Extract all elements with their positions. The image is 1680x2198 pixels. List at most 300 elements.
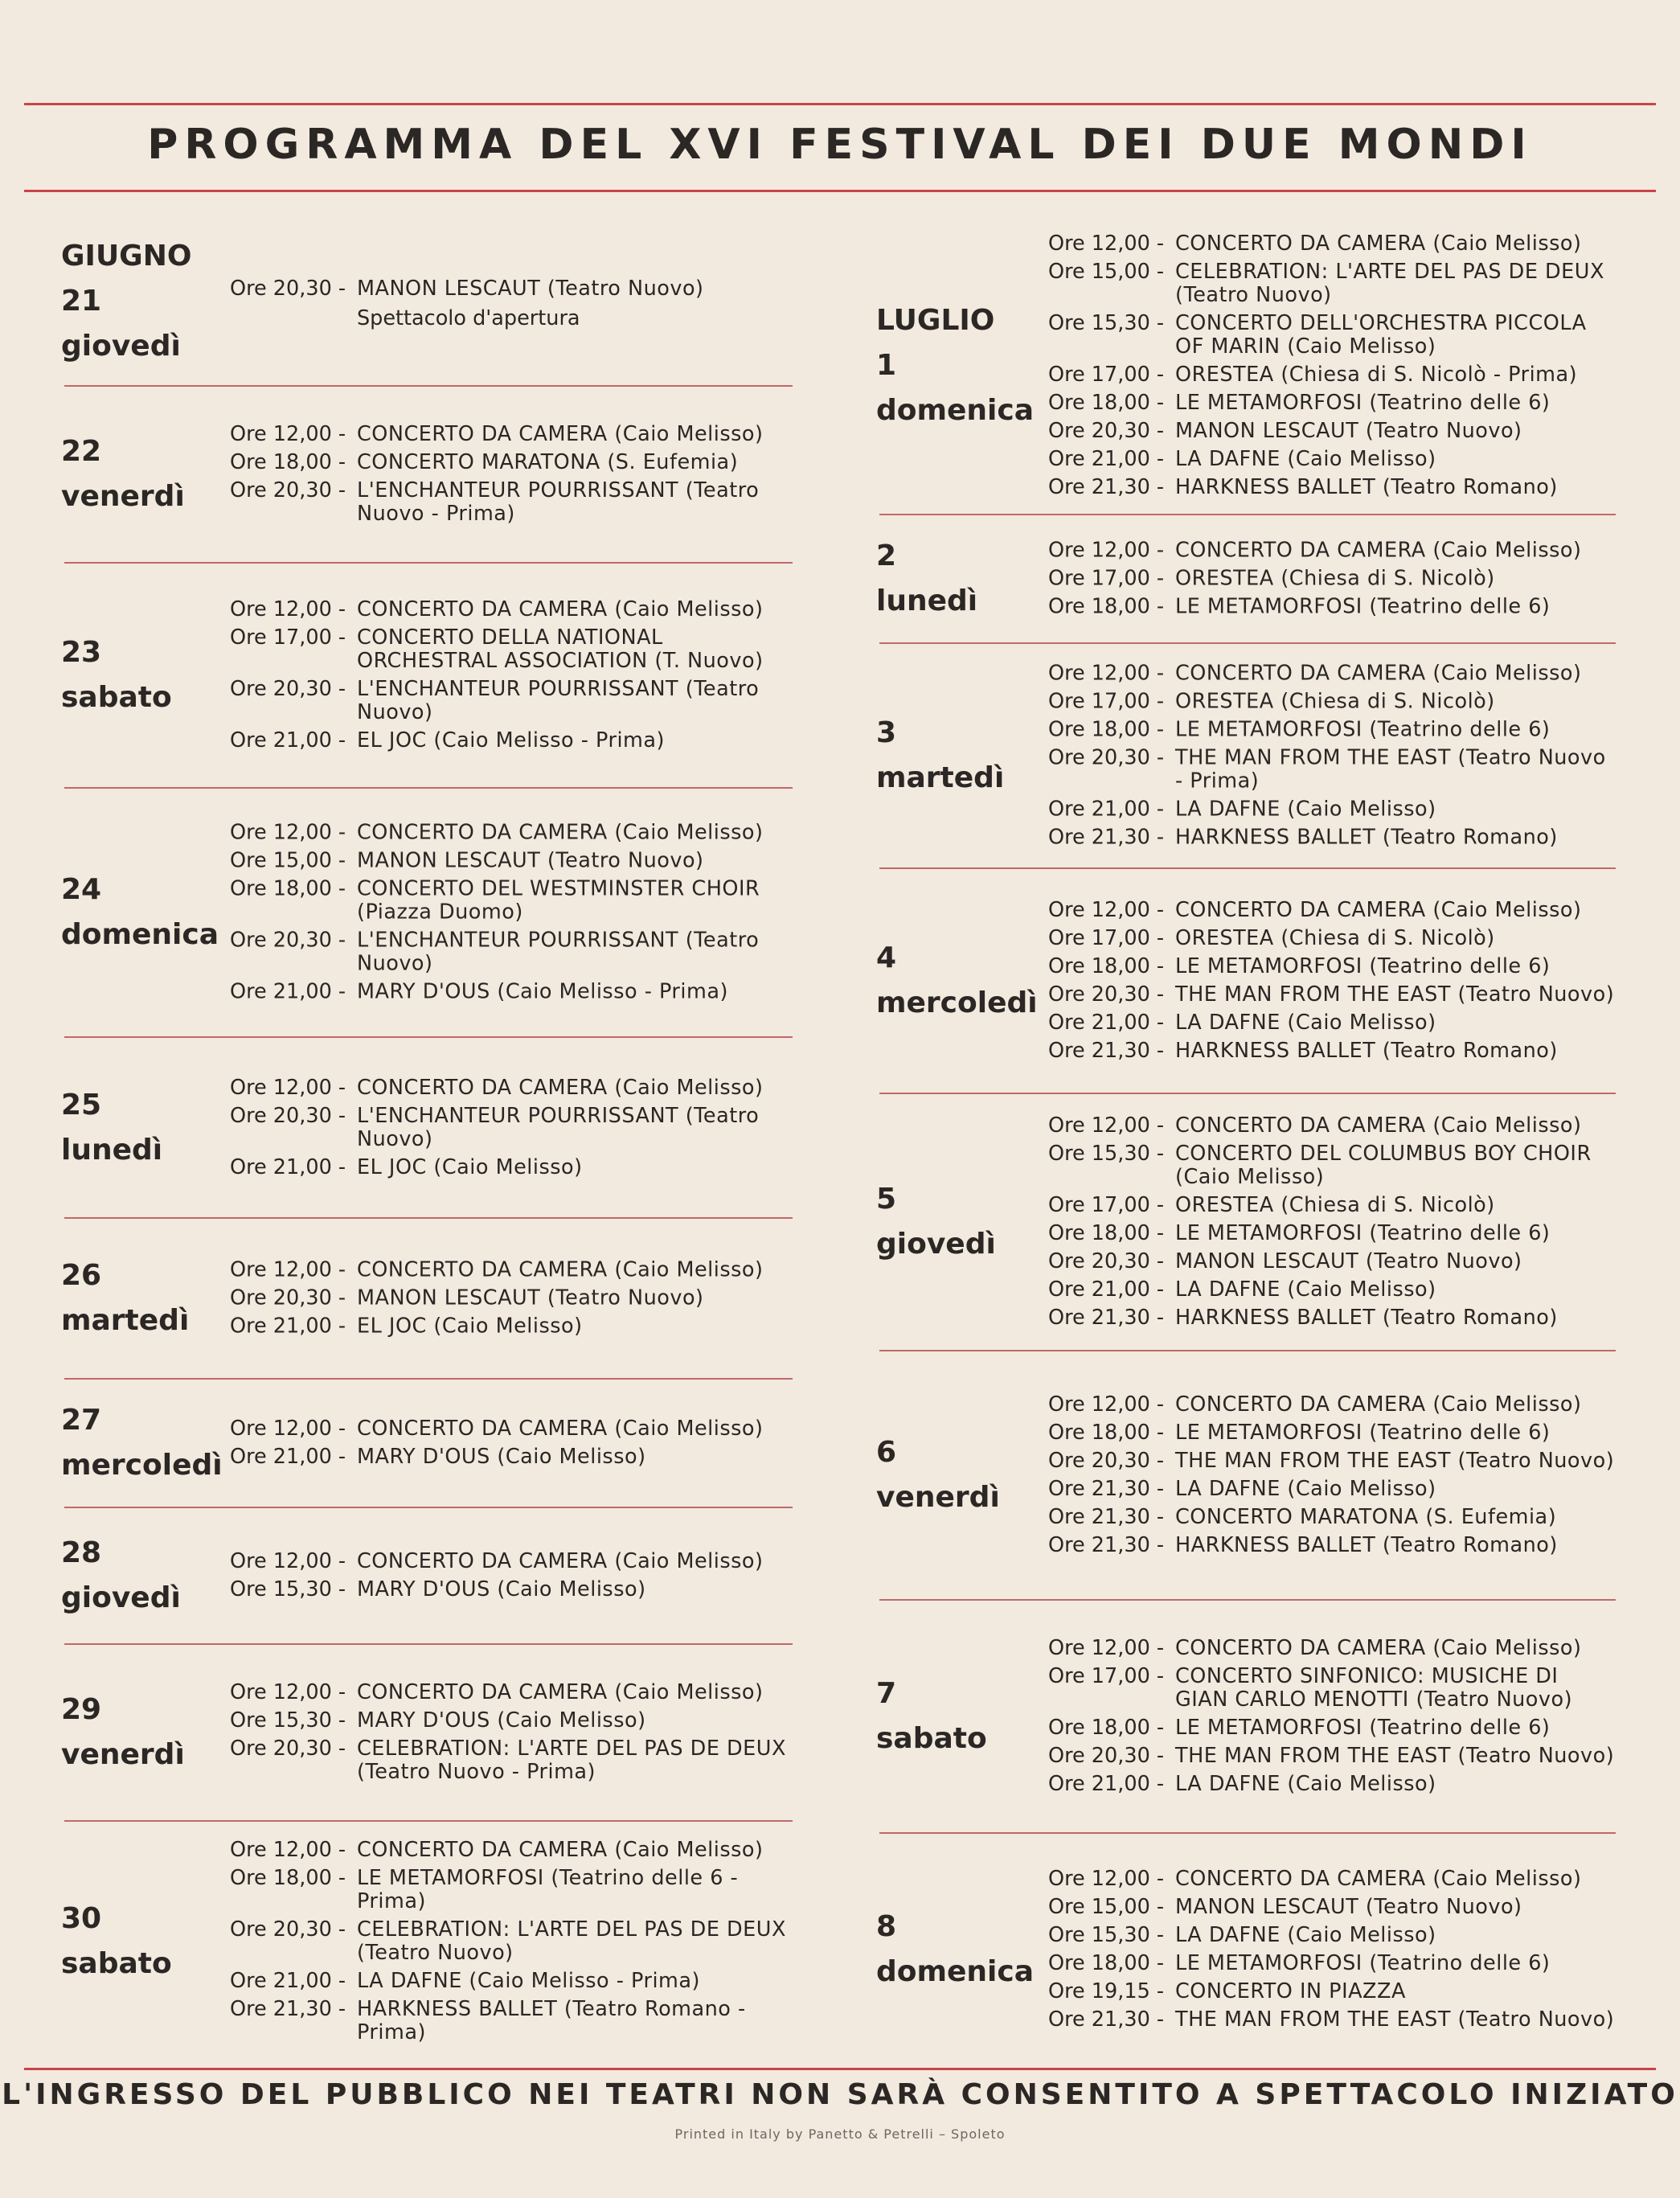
day-label (876, 936, 1038, 1026)
header-bottom-rule (24, 190, 1656, 192)
day-label (61, 1398, 223, 1488)
event-list (230, 273, 793, 330)
day-label (876, 1905, 1034, 1995)
event-time: Ore 21,00 - (230, 1969, 346, 1993)
event-time: Ore 21,00 - (1048, 1011, 1165, 1035)
event-time: Ore 12,00 - (230, 1417, 346, 1441)
event-title: CONCERTO DA CAMERA (Caio Melisso) (1175, 1392, 1582, 1417)
event-title: CONCERTO DA CAMERA (Caio Melisso) (357, 1838, 764, 1862)
event-time: Ore 21,30 - (1048, 1505, 1165, 1529)
event-time: Ore 21,00 - (1048, 447, 1165, 471)
event-row (1048, 1896, 1616, 1919)
event-row (230, 1315, 793, 1339)
event-time: Ore 21,30 - (1048, 1477, 1165, 1501)
event-title: CONCERTO DA CAMERA (Caio Melisso) (1175, 232, 1582, 256)
day-block (876, 1351, 1616, 1600)
event-row (1048, 448, 1616, 471)
event-row (1048, 1393, 1616, 1417)
event-list (230, 1072, 793, 1184)
event-title: MANON LESCAUT (Teatro Nuovo) (357, 1286, 704, 1310)
event-row (1048, 1478, 1616, 1501)
event-title: ORESTEA (Chiesa di S. Nicolò) (1175, 926, 1495, 950)
event-row (230, 1737, 793, 1784)
event-list (1048, 535, 1616, 624)
event-time: Ore 21,30 - (1048, 1039, 1165, 1063)
event-list (1048, 1863, 1616, 2036)
event-title: HARKNESS BALLET (Teatro Romano) (1175, 1306, 1558, 1330)
day-number: 25 (61, 1088, 102, 1122)
event-row (230, 1918, 793, 1965)
event-title: ORESTEA (Chiesa di S. Nicolò) (1175, 689, 1495, 714)
event-row (230, 1867, 793, 1913)
event-row (1048, 719, 1616, 742)
event-row (1048, 1773, 1616, 1796)
event-row (230, 729, 793, 752)
event-title: LE METAMORFOSI (Teatrino delle 6) (1175, 717, 1551, 742)
event-title: EL JOC (Caio Melisso) (357, 1154, 583, 1179)
day-number: 6 (876, 1436, 897, 1469)
event-time: Ore 12,00 - (1048, 898, 1165, 922)
event-time: Ore 21,30 - (1048, 825, 1165, 850)
event-list (1048, 894, 1616, 1068)
event-list (230, 817, 793, 1009)
event-row (230, 1970, 793, 1993)
day-block (876, 217, 1616, 515)
event-title: THE MAN FROM THE EAST (Teatro Nuovo) (1175, 2007, 1615, 2032)
event-title: CONCERTO DA CAMERA (Caio Melisso) (1175, 661, 1582, 686)
event-time: Ore 12,00 - (230, 1549, 346, 1573)
event-title: MANON LESCAUT (Teatro Nuovo) (357, 277, 704, 301)
event-row (1048, 955, 1616, 978)
day-block (61, 1379, 793, 1507)
event-title: CONCERTO DA CAMERA (Caio Melisso) (357, 820, 764, 845)
event-title: MARY D'OUS (Caio Melisso) (357, 1708, 646, 1733)
event-row (1048, 1534, 1616, 1557)
day-label (876, 298, 1034, 433)
weekday-name: domenica (61, 918, 219, 951)
weekday-name: domenica (876, 394, 1035, 427)
weekday-name: mercoledì (876, 986, 1038, 1019)
event-time: Ore 21,00 - (1048, 1277, 1165, 1302)
event-time: Ore 18,00 - (230, 450, 346, 474)
event-row (1048, 1506, 1616, 1529)
event-list (230, 418, 793, 531)
event-time: Ore 18,00 - (1048, 717, 1165, 742)
event-title: CONCERTO DELLA NATIONAL ORCHESTRAL ASSOCIATION (T. Nuovo) (357, 625, 764, 673)
event-time: Ore 12,00 - (230, 422, 346, 446)
event-time: Ore 21,30 - (230, 1997, 346, 2021)
event-time: Ore 17,00 - (230, 625, 346, 650)
event-time: Ore 18,00 - (230, 1866, 346, 1890)
event-time: Ore 20,30 - (1048, 419, 1165, 443)
event-row (230, 1156, 793, 1179)
event-time: Ore 20,30 - (230, 1103, 346, 1128)
day-block (876, 643, 1616, 868)
event-time: Ore 18,00 - (1048, 954, 1165, 978)
event-row (1048, 691, 1616, 714)
day-label (61, 1897, 172, 1987)
printer-credit: Printed in Italy by Panetto & Petrelli – Spoleto (674, 2126, 1006, 2142)
event-time: Ore 20,30 - (1048, 745, 1165, 770)
event-time: Ore 20,30 - (1048, 982, 1165, 1007)
weekday-name: venerdì (61, 1738, 185, 1771)
event-time: Ore 21,00 - (1048, 1772, 1165, 1796)
day-number: 23 (61, 636, 102, 669)
event-time: Ore 17,00 - (1048, 1664, 1165, 1688)
event-time: Ore 20,30 - (1048, 1449, 1165, 1473)
event-time: Ore 12,00 - (1048, 232, 1165, 256)
event-row (1048, 1011, 1616, 1035)
event-list (230, 1676, 793, 1789)
event-time: Ore 18,00 - (1048, 1716, 1165, 1740)
event-title: LA DAFNE (Caio Melisso) (1175, 1011, 1436, 1035)
event-title: CONCERTO DELL'ORCHESTRA PICCOLA OF MARIN (Caio Melisso) (1175, 311, 1587, 359)
event-row (230, 1105, 793, 1151)
weekday-name: venerdì (876, 1481, 1000, 1514)
day-number: 4 (876, 941, 897, 974)
event-row (1048, 596, 1616, 619)
event-time: Ore 12,00 - (1048, 1392, 1165, 1417)
event-time: Ore 17,00 - (1048, 1193, 1165, 1217)
event-row (1048, 2008, 1616, 2032)
event-title: CONCERTO MARATONA (S. Eufemia) (1175, 1505, 1557, 1529)
event-title: LE METAMORFOSI (Teatrino delle 6) (1175, 391, 1551, 415)
weekday-name: martedì (876, 761, 1005, 794)
event-row (1048, 1421, 1616, 1445)
weekday-name: sabato (61, 681, 172, 714)
event-time: Ore 20,30 - (230, 1286, 346, 1310)
day-block (61, 563, 793, 788)
day-label (61, 867, 219, 958)
event-row (230, 850, 793, 873)
event-row (1048, 899, 1616, 922)
event-list (1048, 1109, 1616, 1335)
event-row (1048, 392, 1616, 415)
event-list (230, 1834, 793, 2049)
event-title: CONCERTO DA CAMERA (Caio Melisso) (357, 1417, 764, 1441)
event-title: THE MAN FROM THE EAST (Teatro Nuovo) (1175, 1449, 1615, 1473)
event-title: THE MAN FROM THE EAST (Teatro Nuovo - Prima) (1175, 745, 1606, 793)
event-row (1048, 1952, 1616, 1975)
event-title: L'ENCHANTEUR POURRISSANT (Teatro Nuovo) (357, 928, 760, 976)
weekday-name: domenica (876, 1955, 1035, 1988)
event-title: MANON LESCAUT (Teatro Nuovo) (1175, 1249, 1522, 1273)
event-title: THE MAN FROM THE EAST (Teatro Nuovo) (1175, 982, 1615, 1007)
event-title: MANON LESCAUT (Teatro Nuovo) (357, 848, 704, 873)
event-row (1048, 927, 1616, 950)
event-row (1048, 1716, 1616, 1740)
day-number: 8 (876, 1910, 897, 1943)
event-row (1048, 1868, 1616, 1891)
event-title: CONCERTO MARATONA (S. Eufemia) (357, 450, 739, 474)
event-time: Ore 15,30 - (1048, 311, 1165, 335)
day-number: 24 (61, 873, 102, 906)
day-label (876, 711, 1004, 801)
day-number: 28 (61, 1536, 102, 1569)
event-time: Ore 20,30 - (1048, 1744, 1165, 1768)
event-list (230, 593, 793, 757)
day-label (61, 1687, 185, 1778)
event-row (230, 1076, 793, 1100)
event-title: ORESTEA (Chiesa di S. Nicolò - Prima) (1175, 363, 1578, 387)
day-label (876, 1177, 996, 1267)
event-row (1048, 1250, 1616, 1273)
event-time: Ore 15,00 - (1048, 1895, 1165, 1919)
event-time: Ore 17,00 - (1048, 363, 1165, 387)
day-label (61, 1531, 181, 1621)
event-title: THE MAN FROM THE EAST (Teatro Nuovo) (1175, 1744, 1615, 1768)
event-row (230, 423, 793, 446)
event-row (1048, 1278, 1616, 1302)
event-time: Ore 20,30 - (230, 677, 346, 701)
event-title: CONCERTO DA CAMERA (Caio Melisso) (1175, 1636, 1582, 1660)
event-time: Ore 18,00 - (230, 876, 346, 901)
event-time: Ore 21,00 - (230, 728, 346, 752)
event-row (230, 626, 793, 673)
day-block (61, 1644, 793, 1821)
day-number: 26 (61, 1259, 102, 1292)
day-label (876, 1671, 987, 1761)
event-title: CONCERTO DA CAMERA (Caio Melisso) (357, 1257, 764, 1282)
event-row (230, 1839, 793, 1862)
event-row (230, 678, 793, 724)
event-row (230, 1998, 793, 2044)
event-time: Ore 17,00 - (1048, 689, 1165, 714)
event-time: Ore 12,00 - (1048, 1113, 1165, 1138)
event-time: Ore 18,00 - (1048, 1221, 1165, 1245)
event-title: LE METAMORFOSI (Teatrino delle 6) (1175, 1221, 1551, 1245)
day-number: 5 (876, 1183, 897, 1216)
event-time: Ore 17,00 - (1048, 926, 1165, 950)
event-title: HARKNESS BALLET (Teatro Romano) (1175, 825, 1558, 850)
event-title: MANON LESCAUT (Teatro Nuovo) (1175, 419, 1522, 443)
event-row (1048, 1142, 1616, 1189)
event-row (230, 929, 793, 976)
event-row (230, 822, 793, 845)
event-title: LA DAFNE (Caio Melisso - Prima) (357, 1969, 700, 1993)
day-block (61, 788, 793, 1037)
event-time: Ore 15,00 - (230, 848, 346, 873)
event-title: HARKNESS BALLET (Teatro Romano - Prima) (357, 1997, 746, 2044)
event-list (230, 1254, 793, 1343)
event-title: ORESTEA (Chiesa di S. Nicolò) (1175, 566, 1495, 591)
event-title: CONCERTO DEL WESTMINSTER CHOIR (Piazza Duomo) (357, 876, 760, 925)
event-time: Ore 21,00 - (230, 979, 346, 1004)
event-title: LA DAFNE (Caio Melisso) (1175, 797, 1436, 822)
event-time: Ore 21,30 - (1048, 475, 1165, 499)
day-number: 1 (876, 349, 897, 382)
event-row (1048, 1114, 1616, 1138)
event-row (1048, 662, 1616, 686)
day-block (876, 1093, 1616, 1351)
weekday-name: giovedì (61, 330, 181, 363)
event-title: CELEBRATION: L'ARTE DEL PAS DE DEUX (Teatro Nuovo - Prima) (357, 1737, 786, 1784)
event-time: Ore 12,00 - (230, 597, 346, 621)
event-title: LA DAFNE (Caio Melisso) (1175, 1277, 1436, 1302)
day-label (61, 234, 191, 369)
top-rule (24, 103, 1656, 105)
event-row (1048, 1222, 1616, 1245)
event-time: Ore 12,00 - (230, 1680, 346, 1704)
event-row (230, 981, 793, 1004)
event-title: LE METAMORFOSI (Teatrino delle 6) (1175, 1951, 1551, 1975)
weekday-name: martedì (61, 1304, 190, 1337)
event-row (230, 1287, 793, 1310)
day-number: 21 (61, 285, 102, 318)
event-time: Ore 20,30 - (1048, 1249, 1165, 1273)
event-title: CONCERTO DA CAMERA (Caio Melisso) (357, 597, 764, 621)
event-row (230, 878, 793, 925)
weekday-name: giovedì (876, 1228, 996, 1261)
day-block (61, 1037, 793, 1218)
day-label (61, 1083, 162, 1173)
event-row (230, 1709, 793, 1733)
day-label (61, 630, 172, 720)
event-row (1048, 260, 1616, 307)
event-row (1048, 1924, 1616, 1947)
event-time: Ore 21,00 - (230, 1314, 346, 1339)
weekday-name: lunedì (61, 1133, 163, 1167)
event-time: Ore 15,30 - (230, 1708, 346, 1733)
event-time: Ore 21,00 - (230, 1154, 346, 1179)
page-title: PROGRAMMA DEL XVI FESTIVAL DEI DUE MONDI (147, 121, 1533, 169)
event-time: Ore 12,00 - (230, 820, 346, 845)
event-time: Ore 12,00 - (1048, 1636, 1165, 1660)
day-number: 27 (61, 1404, 102, 1437)
event-title: L'ENCHANTEUR POURRISSANT (Teatro Nuovo - Prima) (357, 478, 760, 526)
event-title: CONCERTO DA CAMERA (Caio Melisso) (357, 422, 764, 446)
event-row (1048, 1665, 1616, 1712)
event-title: ORESTEA (Chiesa di S. Nicolò) (1175, 1193, 1495, 1217)
event-row (1048, 363, 1616, 387)
event-row (1048, 826, 1616, 850)
event-row (230, 451, 793, 474)
day-number: 29 (61, 1693, 102, 1726)
event-title: EL JOC (Caio Melisso - Prima) (357, 728, 665, 752)
event-title: LE METAMORFOSI (Teatrino delle 6) (1175, 1421, 1551, 1445)
event-row (1048, 232, 1616, 256)
event-title: MARY D'OUS (Caio Melisso - Prima) (357, 979, 728, 1004)
event-title: LA DAFNE (Caio Melisso) (1175, 1477, 1436, 1501)
event-time: Ore 18,00 - (1048, 1951, 1165, 1975)
event-row (1048, 1980, 1616, 2003)
event-row (1048, 798, 1616, 822)
day-label (61, 1253, 189, 1343)
event-row (1048, 312, 1616, 359)
event-row (1048, 1194, 1616, 1217)
day-block (61, 386, 793, 563)
event-row (1048, 1745, 1616, 1768)
event-title: LE METAMORFOSI (Teatrino delle 6 - Prima) (357, 1866, 739, 1913)
event-row (230, 1550, 793, 1573)
event-time: Ore 21,30 - (1048, 1533, 1165, 1557)
event-list (1048, 1632, 1616, 1801)
day-block (61, 1821, 793, 2062)
event-row (1048, 1450, 1616, 1473)
day-label (876, 534, 977, 624)
event-list (1048, 228, 1616, 504)
event-row (1048, 1040, 1616, 1063)
event-time: Ore 18,00 - (1048, 594, 1165, 619)
event-time: Ore 12,00 - (1048, 538, 1165, 563)
event-title: CONCERTO DA CAMERA (Caio Melisso) (357, 1680, 764, 1704)
event-title: L'ENCHANTEUR POURRISSANT (Teatro Nuovo) (357, 677, 760, 724)
event-title: LE METAMORFOSI (Teatrino delle 6) (1175, 594, 1551, 619)
event-title: LA DAFNE (Caio Melisso) (1175, 447, 1436, 471)
day-number: 3 (876, 716, 897, 749)
event-title: LE METAMORFOSI (Teatrino delle 6) (1175, 1716, 1551, 1740)
event-time: Ore 18,00 - (1048, 391, 1165, 415)
event-title: MANON LESCAUT (Teatro Nuovo) (1175, 1895, 1522, 1919)
event-title: CONCERTO IN PIAZZA (1175, 1979, 1406, 2003)
event-list (1048, 1388, 1616, 1562)
event-title: LE METAMORFOSI (Teatrino delle 6) (1175, 954, 1551, 978)
day-number: 22 (61, 435, 102, 468)
event-time: Ore 12,00 - (230, 1075, 346, 1100)
event-row (1048, 476, 1616, 499)
entry-notice: L'INGRESSO DEL PUBBLICO NEI TEATRI NON SARÀ CONSENTITO A SPETTACOLO INIZIATO (2, 2078, 1678, 2111)
day-block (876, 515, 1616, 643)
day-label (876, 1430, 1000, 1520)
event-time: Ore 20,30 - (230, 1917, 346, 1942)
event-title: HARKNESS BALLET (Teatro Romano) (1175, 1533, 1558, 1557)
event-time: Ore 18,00 - (1048, 1421, 1165, 1445)
event-row (1048, 983, 1616, 1007)
event-time: Ore 20,30 - (230, 277, 346, 301)
event-time: Ore 21,30 - (1048, 2007, 1165, 2032)
day-block (61, 1218, 793, 1379)
event-title: LA DAFNE (Caio Melisso) (1175, 1772, 1436, 1796)
event-time: Ore 12,00 - (230, 1257, 346, 1282)
event-time: Ore 21,00 - (230, 1445, 346, 1469)
weekday-name: sabato (876, 1722, 987, 1755)
weekday-name: giovedì (61, 1581, 181, 1614)
event-title: CONCERTO DA CAMERA (Caio Melisso) (1175, 1867, 1582, 1891)
event-row (1048, 568, 1616, 591)
event-time: Ore 12,00 - (1048, 1867, 1165, 1891)
event-row (1048, 420, 1616, 443)
day-block (876, 1833, 1616, 2066)
event-time: Ore 15,30 - (1048, 1923, 1165, 1947)
event-title: HARKNESS BALLET (Teatro Romano) (1175, 1039, 1558, 1063)
event-title: CONCERTO DA CAMERA (Caio Melisso) (1175, 538, 1582, 563)
event-title: CELEBRATION: L'ARTE DEL PAS DE DEUX (Teatro Nuovo) (357, 1917, 786, 1965)
month-name: LUGLIO (876, 304, 995, 337)
event-row (230, 1259, 793, 1282)
event-title: EL JOC (Caio Melisso) (357, 1314, 583, 1339)
event-time: Ore 12,00 - (1048, 661, 1165, 686)
day-block (876, 1600, 1616, 1833)
event-title: HARKNESS BALLET (Teatro Romano) (1175, 475, 1558, 499)
event-time: Ore 21,00 - (1048, 797, 1165, 822)
event-row (1048, 1306, 1616, 1330)
event-title: CONCERTO DA CAMERA (Caio Melisso) (357, 1549, 764, 1573)
event-row (1048, 539, 1616, 563)
event-list (230, 1413, 793, 1474)
event-row (230, 598, 793, 621)
event-time: Ore 19,15 - (1048, 1979, 1165, 2003)
event-title: CONCERTO SINFONICO: MUSICHE DI GIAN CARLO MENOTTI (Teatro Nuovo) (1175, 1664, 1573, 1712)
event-row (230, 277, 793, 301)
event-title: MARY D'OUS (Caio Melisso) (357, 1577, 646, 1601)
event-row (230, 479, 793, 526)
weekday-name: venerdì (61, 480, 185, 513)
weekday-name: mercoledì (61, 1449, 223, 1482)
day-label (61, 429, 185, 519)
event-title: CONCERTO DA CAMERA (Caio Melisso) (357, 1075, 764, 1100)
event-time: Ore 12,00 - (230, 1838, 346, 1862)
event-time: Ore 15,30 - (1048, 1142, 1165, 1166)
